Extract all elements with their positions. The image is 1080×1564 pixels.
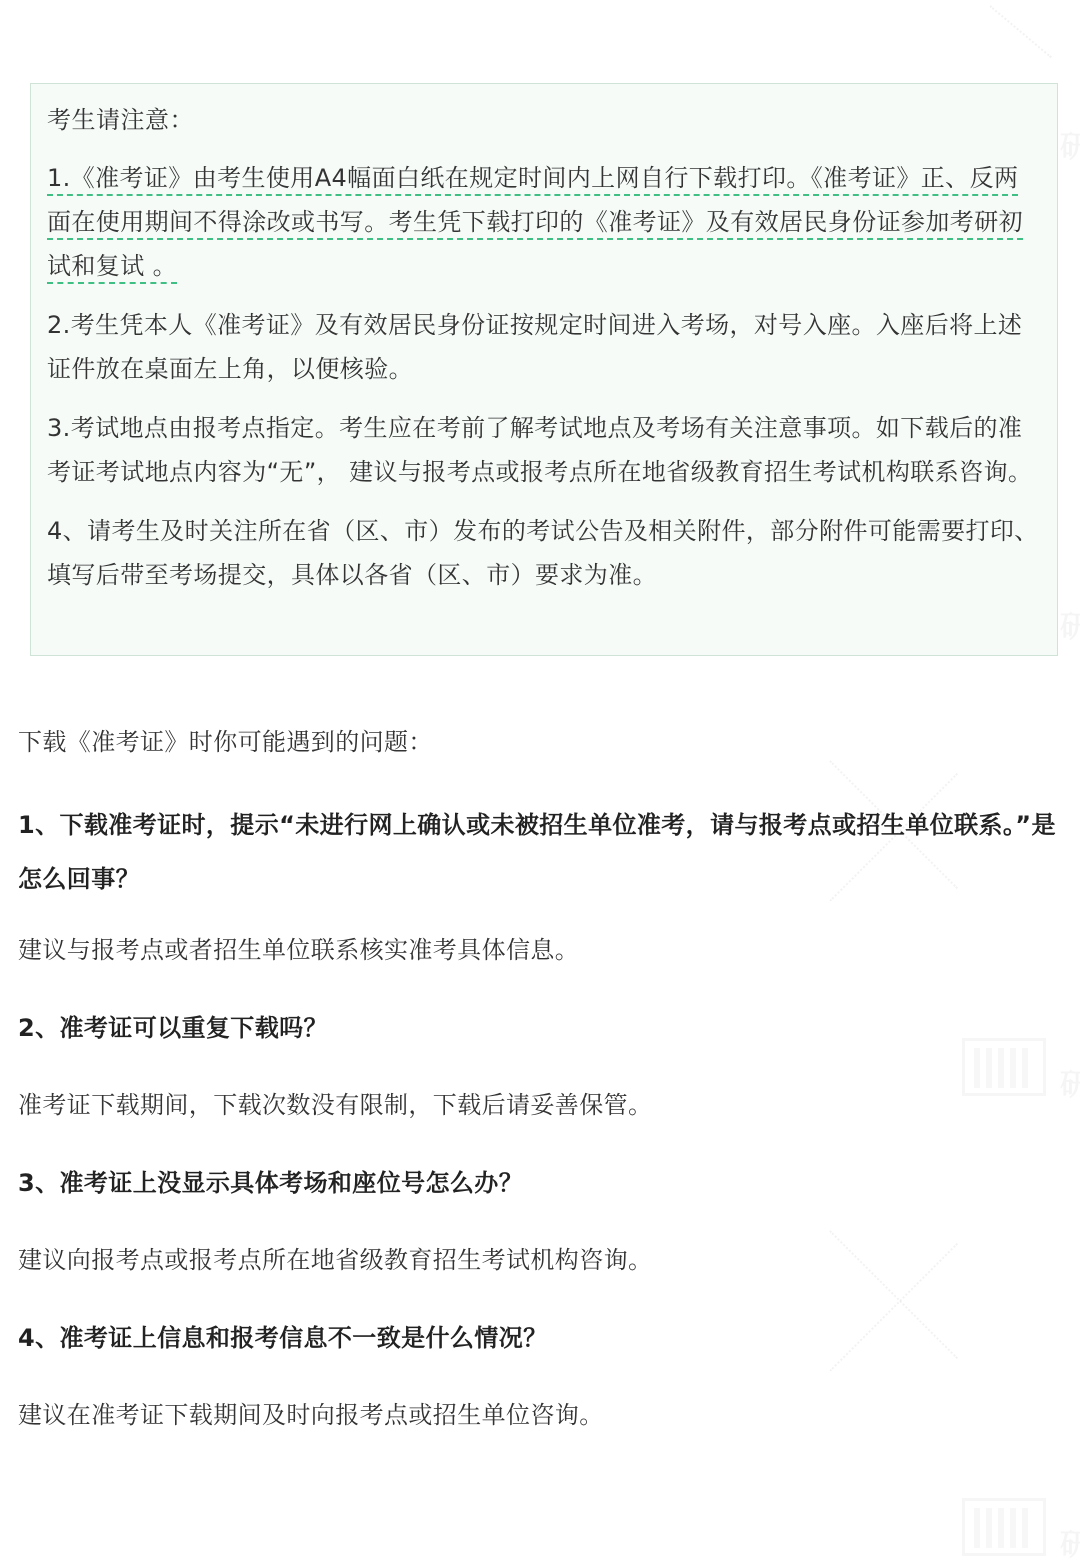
faq-question-1: 1、下载准考证时，提示“未进行网上确认或未被招生单位准考，请与报考点或招生单位联系。”是怎么回事？ <box>18 811 1056 893</box>
faq-answer-2: 准考证下载期间，下载次数没有限制，下载后请妥善保管。 <box>18 1091 653 1119</box>
faq-intro: 下载《准考证》时你可能遇到的问题： <box>18 728 433 756</box>
watermark-char <box>1060 122 1080 166</box>
notice-item-1-text: 1.《准考证》由考生使用A4幅面白纸在规定时间内上网自行下载打印。《准考证》正、反两面在使用期间不得涂改或书写。考生凭下载打印的《准考证》及有效居民身份证参加考研初试和复试 。 <box>47 164 1023 284</box>
notice-item-2: 2.考生凭本人《准考证》及有效居民身份证按规定时间进入考场，对号入座。入座后将上述证件放在桌面左上角，以便核验。 <box>47 311 1023 383</box>
watermark-char <box>1060 602 1080 646</box>
faq-answer-3: 建议向报考点或报考点所在地省级教育招生考试机构咨询。 <box>18 1246 653 1274</box>
notice-item-3: 3.考试地点由报考点指定。考生应在考前了解考试地点及考场有关注意事项。如下载后的准考证考试地点内容为“无”， 建议与报考点或报考点所在地省级教育招生考试机构联系咨询。 <box>47 414 1033 486</box>
faq-question-3: 3、准考证上没显示具体考场和座位号怎么办？ <box>18 1169 524 1197</box>
notice-title: 考生请注意： <box>47 106 194 134</box>
faq-question-2: 2、准考证可以重复下载吗？ <box>18 1014 328 1042</box>
notice-item-4: 4、请考生及时关注所在省（区、市）发布的考试公告及相关附件，部分附件可能需要打印、填写后带至考场提交，具体以各省（区、市）要求为准。 <box>47 517 1039 589</box>
notice-item-1 <box>47 156 1041 288</box>
watermark-line <box>989 5 1052 58</box>
faq-question-4: 4、准考证上信息和报考信息不一致是什么情况？ <box>18 1324 548 1352</box>
watermark-logo <box>962 1490 1046 1560</box>
faq-answer-1: 建议与报考点或者招生单位联系核实准考具体信息。 <box>18 936 580 964</box>
faq-answer-4: 建议在准考证下载期间及时向报考点或招生单位咨询。 <box>18 1401 604 1429</box>
notice-box <box>30 83 1058 656</box>
